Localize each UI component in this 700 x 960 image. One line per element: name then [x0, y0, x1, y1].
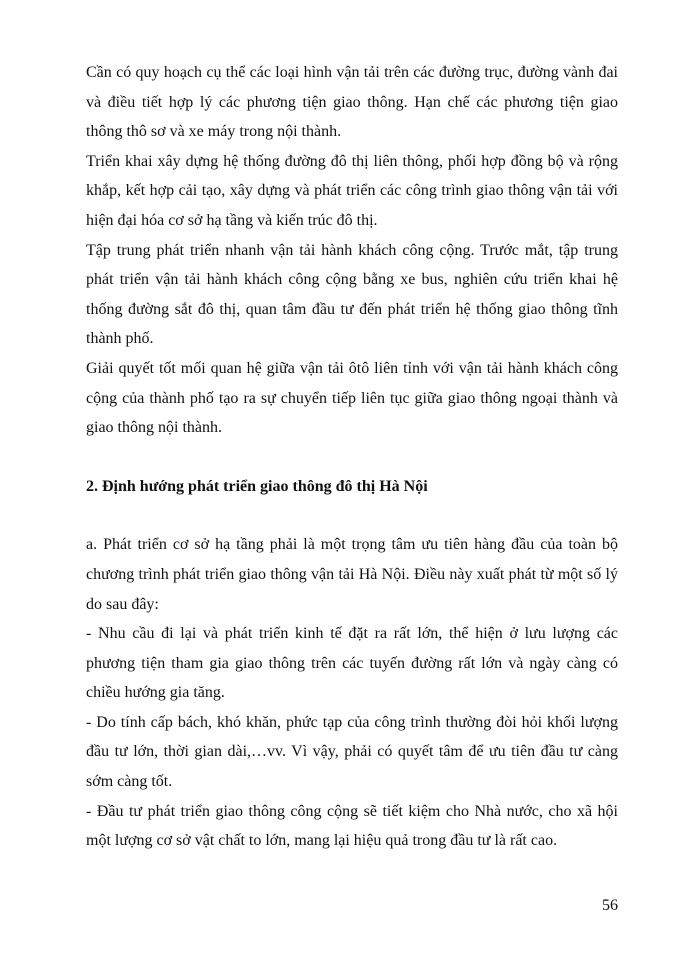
body-paragraph: a. Phát triển cơ sở hạ tầng phải là một trọng tâm ưu tiên hàng đầu của toàn bộ chương trình phát triển giao thông vận tải Hà Nội. Điều này xuất phát từ một số lý do sau đây: [86, 536, 618, 613]
body-paragraph: Tập trung phát triển nhanh vận tải hành khách công cộng. Trước mắt, tập trung phát triển vận tải hành khách công cộng bằng xe bus, nghiên cứu triển khai hệ thống đường sắt đô thị, quan tâm đầu tư đến phát triển hệ thống giao thông tĩnh thành phố. [86, 241, 618, 348]
page-body [86, 58, 618, 856]
section-heading: 2. Định hướng phát triển giao thông đô thị Hà Nội [86, 477, 428, 495]
body-paragraph: Giải quyết tốt mối quan hệ giữa vận tải ôtô liên tỉnh với vận tải hành khách công cộng của thành phố tạo ra sự chuyển tiếp liên tục giữa giao thông ngoại thành và giao thông nội thành. [86, 359, 618, 437]
body-paragraph: Triển khai xây dựng hệ thống đường đô thị liên thông, phối hợp đồng bộ và rộng khắp, kết hợp cải tạo, xây dựng và phát triển các công trình giao thông vận tải với hiện đại hóa cơ sở hạ tầng và kiến trúc đô thị. [86, 152, 618, 229]
page-number: 56 [602, 897, 618, 914]
list-item: - Do tính cấp bách, khó khăn, phức tạp của công trình thường đòi hỏi khối lượng đầu tư lớn, thời gian dài,…vv. Vì vậy, phải có quyết tâm để ưu tiên đầu tư càng sớm càng tốt. [86, 713, 618, 791]
list-item: - Đầu tư phát triển giao thông công cộng sẽ tiết kiệm cho Nhà nước, cho xã hội một lượng cơ sở vật chất to lớn, mang lại hiệu quả trong đầu tư là rất cao. [86, 802, 618, 850]
list-item: - Nhu cầu đi lại và phát triển kinh tế đặt ra rất lớn, thể hiện ở lưu lượng các phương tiện tham gia giao thông trên các tuyến đường rất lớn và ngày càng có chiều hướng gia tăng. [86, 625, 618, 702]
body-paragraph: Cần có quy hoạch cụ thể các loại hình vận tải trên các đường trục, đường vành đai và điều tiết hợp lý các phương tiện giao thông. Hạn chế các phương tiện giao thông thô sơ và xe máy trong nội thành. [86, 64, 618, 141]
